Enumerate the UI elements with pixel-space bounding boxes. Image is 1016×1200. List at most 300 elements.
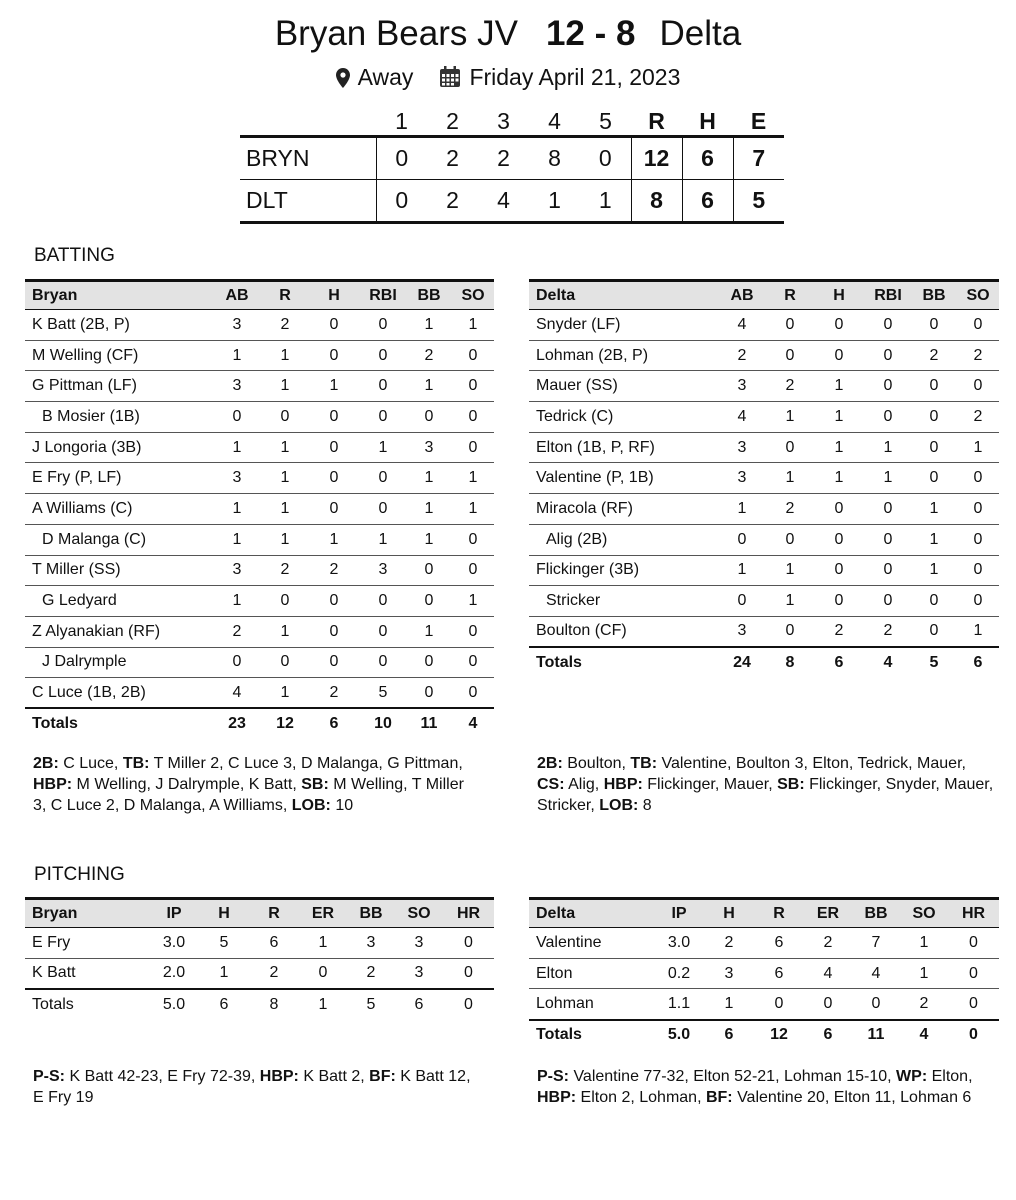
stat-cell: 2	[767, 494, 813, 525]
totals-label: Totals	[529, 1020, 654, 1051]
totals-row	[25, 708, 494, 739]
stat-cell: 5	[199, 928, 249, 959]
total-cell: 6	[704, 1020, 754, 1051]
stat-cell: 1	[911, 555, 957, 586]
totals-label: Totals	[25, 989, 149, 1020]
stat-cell: 0	[804, 989, 852, 1020]
stat-cell: 3	[717, 432, 767, 463]
note-value: Valentine 77-32, Elton 52-21, Lohman 15-10,	[569, 1068, 897, 1085]
stat-cell: 1	[262, 494, 308, 525]
stat-cell: 0	[813, 555, 865, 586]
stat-cell: 4	[852, 958, 900, 989]
stat-cell: 1	[262, 463, 308, 494]
stat-cell: 1	[813, 371, 865, 402]
stat-cell: 0	[406, 647, 452, 678]
stat-column-header: SO	[395, 899, 443, 928]
pitching-header-row	[529, 899, 999, 928]
total-cell: 6	[395, 989, 443, 1020]
inning-score: 0	[376, 180, 427, 223]
total-cell: 6	[199, 989, 249, 1020]
stat-cell: 2	[804, 928, 852, 959]
stat-cell: 0	[865, 555, 911, 586]
note-key: BF:	[369, 1068, 396, 1085]
total-cell: 6	[804, 1020, 852, 1051]
total-cell: 4	[452, 708, 494, 739]
inning-score: 0	[376, 137, 427, 180]
total-cell: 0	[443, 989, 494, 1020]
player-name: K Batt (2B, P)	[25, 310, 212, 341]
player-name: Valentine	[529, 928, 654, 959]
stat-cell: 1	[262, 678, 308, 709]
stat-cell: 0	[452, 402, 494, 433]
stat-column-header: SO	[452, 281, 494, 310]
stat-cell: 2	[900, 989, 948, 1020]
player-name: Miracola (RF)	[529, 494, 717, 525]
stat-cell: 1	[704, 989, 754, 1020]
game-date: Friday April 21, 2023	[469, 64, 681, 90]
player-name: Alig (2B)	[529, 524, 717, 555]
stat-cell: 1	[717, 555, 767, 586]
stat-cell: 0	[452, 340, 494, 371]
batter-row	[529, 555, 999, 586]
stat-cell: 4	[717, 310, 767, 341]
stat-cell: 0	[865, 402, 911, 433]
stat-cell: 0	[452, 371, 494, 402]
player-name: E Fry (P, LF)	[25, 463, 212, 494]
batting-section-title: BATTING	[34, 245, 115, 266]
stat-cell: 0	[813, 310, 865, 341]
stat-cell: 1	[865, 432, 911, 463]
stat-cell: 0	[452, 555, 494, 586]
stat-cell: 0	[452, 616, 494, 647]
inning-score: 8	[529, 137, 580, 180]
stat-cell: 0	[360, 340, 406, 371]
stat-cell: 1.1	[654, 989, 704, 1020]
stat-cell: 1	[212, 524, 262, 555]
note-value: Boulton,	[562, 755, 631, 772]
note-value: Elton,	[927, 1068, 973, 1085]
total-cell: 5	[911, 647, 957, 678]
stat-column-header: AB	[212, 281, 262, 310]
batter-row	[25, 402, 494, 433]
hits-total: 6	[682, 137, 733, 180]
player-name: Lohman (2B, P)	[529, 340, 717, 371]
player-name: C Luce (1B, 2B)	[25, 678, 212, 709]
stat-column-header: HR	[443, 899, 494, 928]
note-key: BF:	[705, 1089, 733, 1106]
batter-row	[529, 340, 999, 371]
inning-score: 4	[478, 180, 529, 223]
stat-cell: 3	[212, 555, 262, 586]
stat-cell: 0	[911, 371, 957, 402]
batter-row	[25, 340, 494, 371]
stat-cell: 3	[347, 928, 395, 959]
stat-cell: 6	[249, 928, 299, 959]
note-key: HBP:	[259, 1068, 299, 1085]
stat-cell: 3	[406, 432, 452, 463]
note-value: 8	[638, 797, 652, 814]
batter-row	[25, 463, 494, 494]
stat-column-header: SO	[900, 899, 948, 928]
final-score: 12 - 8	[545, 14, 636, 53]
stat-cell: 2	[347, 958, 395, 989]
inning-header: 2	[427, 108, 478, 137]
stat-cell: 0	[948, 958, 999, 989]
inning-header: 3	[478, 108, 529, 137]
stat-cell: 3	[704, 958, 754, 989]
stat-cell: 0	[308, 432, 360, 463]
stat-cell: 0	[308, 463, 360, 494]
note-key: 2B:	[33, 755, 59, 772]
stat-cell: 0.2	[654, 958, 704, 989]
total-cell: 8	[249, 989, 299, 1020]
stat-column-header: SO	[957, 281, 999, 310]
stat-cell: 0	[262, 402, 308, 433]
stat-cell: 1	[262, 371, 308, 402]
stat-cell: 3	[717, 616, 767, 647]
stat-cell: 0	[957, 586, 999, 617]
stat-cell: 0	[308, 647, 360, 678]
stat-cell: 3.0	[149, 928, 199, 959]
player-name: K Batt	[25, 958, 149, 989]
stat-cell: 0	[360, 371, 406, 402]
stat-column-header: R	[767, 281, 813, 310]
stat-cell: 0	[360, 494, 406, 525]
stat-cell: 0	[957, 494, 999, 525]
bryan-pitching-notes	[33, 1066, 478, 1108]
stat-cell: 1	[406, 463, 452, 494]
batter-row	[25, 524, 494, 555]
batter-row	[529, 586, 999, 617]
team-column-header: Delta	[529, 899, 654, 928]
stat-cell: 1	[360, 524, 406, 555]
hits-header: H	[682, 108, 733, 137]
totals-row	[529, 647, 999, 678]
team-abbr: BRYN	[240, 137, 376, 180]
stat-cell: 1	[308, 371, 360, 402]
bryan-pitching-table	[25, 897, 494, 1020]
inning-score: 1	[580, 180, 631, 223]
delta-batting-table	[529, 279, 999, 678]
total-cell: 12	[262, 708, 308, 739]
stat-cell: 2	[406, 340, 452, 371]
home-team-name: Bryan Bears JV	[274, 14, 518, 53]
stat-cell: 1	[957, 432, 999, 463]
stat-cell: 1	[452, 494, 494, 525]
stat-cell: 0	[754, 989, 804, 1020]
player-name: Mauer (SS)	[529, 371, 717, 402]
inning-score: 2	[478, 137, 529, 180]
game-location: Away	[357, 64, 414, 90]
inning-header: 4	[529, 108, 580, 137]
stat-cell: 3	[717, 371, 767, 402]
stat-cell: 1	[406, 616, 452, 647]
player-name: Flickinger (3B)	[529, 555, 717, 586]
stat-column-header: IP	[149, 899, 199, 928]
errors-total: 5	[733, 180, 784, 223]
inning-header: 1	[376, 108, 427, 137]
stat-column-header: ER	[804, 899, 852, 928]
note-value: 10	[330, 797, 354, 814]
batter-row	[529, 402, 999, 433]
totals-label: Totals	[529, 647, 717, 678]
pitching-header-row	[25, 899, 494, 928]
note-key: CS:	[537, 776, 565, 793]
stat-cell: 2	[957, 402, 999, 433]
stat-cell: 1	[911, 524, 957, 555]
stat-cell: 5	[360, 678, 406, 709]
player-name: J Longoria (3B)	[25, 432, 212, 463]
stat-cell: 0	[443, 958, 494, 989]
stat-cell: 0	[308, 586, 360, 617]
total-cell: 5.0	[654, 1020, 704, 1051]
stat-cell: 1	[406, 524, 452, 555]
note-key: LOB:	[599, 797, 639, 814]
stat-cell: 1	[406, 494, 452, 525]
stat-cell: 0	[957, 463, 999, 494]
inning-score: 2	[427, 180, 478, 223]
stat-cell: 4	[212, 678, 262, 709]
player-name: Elton (1B, P, RF)	[529, 432, 717, 463]
stat-cell: 3	[395, 928, 443, 959]
team-column-header: Bryan	[25, 899, 149, 928]
stat-column-header: AB	[717, 281, 767, 310]
stat-cell: 0	[262, 647, 308, 678]
stat-cell: 0	[299, 958, 347, 989]
stat-cell: 0	[360, 463, 406, 494]
stat-cell: 0	[911, 310, 957, 341]
stat-cell: 1	[212, 432, 262, 463]
player-name: J Dalrymple	[25, 647, 212, 678]
stat-cell: 2	[308, 678, 360, 709]
note-value: K Batt 42-23, E Fry 72-39,	[65, 1068, 260, 1085]
total-cell: 11	[852, 1020, 900, 1051]
stat-cell: 0	[308, 494, 360, 525]
stat-cell: 1	[212, 494, 262, 525]
stat-cell: 0	[212, 647, 262, 678]
stat-cell: 1	[452, 310, 494, 341]
stat-cell: 1	[900, 958, 948, 989]
note-key: SB:	[777, 776, 805, 793]
stat-column-header: RBI	[360, 281, 406, 310]
stat-cell: 1	[957, 616, 999, 647]
stat-cell: 0	[360, 647, 406, 678]
stat-cell: 0	[957, 555, 999, 586]
player-name: G Pittman (LF)	[25, 371, 212, 402]
player-name: Lohman	[529, 989, 654, 1020]
stat-cell: 0	[767, 524, 813, 555]
stat-cell: 0	[443, 928, 494, 959]
pitcher-row	[529, 989, 999, 1020]
stat-cell: 0	[911, 616, 957, 647]
stat-column-header: HR	[948, 899, 999, 928]
player-name: E Fry	[25, 928, 149, 959]
player-name: Valentine (P, 1B)	[529, 463, 717, 494]
runs-total: 8	[631, 180, 682, 223]
stat-cell: 0	[957, 524, 999, 555]
note-value: Alig,	[564, 776, 604, 793]
note-key: P-S:	[33, 1068, 65, 1085]
total-cell: 1	[299, 989, 347, 1020]
batter-row	[529, 310, 999, 341]
stat-cell: 0	[865, 371, 911, 402]
stat-cell: 0	[360, 616, 406, 647]
stat-cell: 0	[813, 494, 865, 525]
inning-score: 1	[529, 180, 580, 223]
stat-cell: 0	[865, 524, 911, 555]
stat-cell: 1	[406, 310, 452, 341]
total-cell: 0	[948, 1020, 999, 1051]
stat-cell: 3.0	[654, 928, 704, 959]
stat-cell: 0	[308, 310, 360, 341]
stat-cell: 6	[754, 928, 804, 959]
stat-cell: 1	[406, 371, 452, 402]
inning-score: 2	[427, 137, 478, 180]
stat-cell: 0	[452, 647, 494, 678]
stat-cell: 0	[308, 402, 360, 433]
game-header	[0, 14, 1016, 54]
stat-cell: 0	[452, 432, 494, 463]
stat-cell: 0	[948, 928, 999, 959]
stat-column-header: BB	[911, 281, 957, 310]
note-key: TB:	[122, 755, 150, 772]
stat-cell: 1	[360, 432, 406, 463]
runs-total: 12	[631, 137, 682, 180]
stat-cell: 1	[767, 463, 813, 494]
stat-cell: 0	[406, 402, 452, 433]
batter-row	[529, 494, 999, 525]
stat-column-header: H	[704, 899, 754, 928]
stat-cell: 0	[911, 463, 957, 494]
note-key: TB:	[630, 755, 658, 772]
stat-column-header: R	[262, 281, 308, 310]
totals-row	[25, 989, 494, 1020]
location-pin-icon	[336, 67, 350, 94]
note-value: K Batt 12, E Fry 19	[33, 1068, 471, 1106]
total-cell: 12	[754, 1020, 804, 1051]
note-value: Flickinger, Mauer,	[642, 776, 778, 793]
stat-cell: 0	[911, 432, 957, 463]
note-key: HBP:	[33, 776, 73, 793]
stat-cell: 0	[957, 310, 999, 341]
stat-cell: 1	[308, 524, 360, 555]
pitcher-row	[529, 928, 999, 959]
batter-row	[529, 616, 999, 647]
stat-cell: 0	[308, 340, 360, 371]
stat-cell: 2	[212, 616, 262, 647]
stat-cell: 1	[262, 616, 308, 647]
stat-column-header: H	[308, 281, 360, 310]
stat-cell: 2	[717, 340, 767, 371]
team-column-header: Delta	[529, 281, 717, 310]
hits-total: 6	[682, 180, 733, 223]
delta-pitching-table	[529, 897, 999, 1050]
stat-cell: 0	[452, 678, 494, 709]
note-value: Valentine, Boulton 3, Elton, Tedrick, Mauer,	[657, 755, 966, 772]
total-cell: 8	[767, 647, 813, 678]
player-name: Snyder (LF)	[529, 310, 717, 341]
pitcher-row	[529, 958, 999, 989]
stat-cell: 3	[212, 463, 262, 494]
stat-cell: 3	[395, 958, 443, 989]
stat-column-header: H	[813, 281, 865, 310]
stat-cell: 1	[900, 928, 948, 959]
stat-column-header: IP	[654, 899, 704, 928]
total-cell: 23	[212, 708, 262, 739]
stat-cell: 0	[767, 310, 813, 341]
stat-cell: 0	[212, 402, 262, 433]
stat-cell: 2	[767, 371, 813, 402]
stat-cell: 6	[754, 958, 804, 989]
stat-cell: 0	[911, 402, 957, 433]
stat-cell: 0	[767, 340, 813, 371]
batting-header-row	[25, 281, 494, 310]
stat-column-header: R	[754, 899, 804, 928]
delta-batting-notes	[537, 753, 997, 816]
batter-row	[25, 371, 494, 402]
note-value: C Luce,	[58, 755, 123, 772]
stat-cell: 0	[865, 494, 911, 525]
player-name: Elton	[529, 958, 654, 989]
stat-cell: 1	[767, 586, 813, 617]
stat-cell: 2	[911, 340, 957, 371]
pitching-section-title: PITCHING	[34, 864, 125, 885]
stat-cell: 2	[704, 928, 754, 959]
team-column-header: Bryan	[25, 281, 212, 310]
stat-cell: 1	[813, 402, 865, 433]
note-value: Valentine 20, Elton 11, Lohman 6	[732, 1089, 972, 1106]
stat-cell: 0	[813, 340, 865, 371]
stat-cell: 2	[308, 555, 360, 586]
stat-cell: 0	[262, 586, 308, 617]
total-cell: 10	[360, 708, 406, 739]
stat-column-header: BB	[852, 899, 900, 928]
player-name: Stricker	[529, 586, 717, 617]
totals-label: Totals	[25, 708, 212, 739]
linescore-table	[240, 108, 784, 224]
player-name: G Ledyard	[25, 586, 212, 617]
errors-total: 7	[733, 137, 784, 180]
total-cell: 5	[347, 989, 395, 1020]
note-value: M Welling, J Dalrymple, K Batt,	[72, 776, 302, 793]
stat-cell: 3	[212, 310, 262, 341]
batting-header-row	[529, 281, 999, 310]
stat-column-header: BB	[347, 899, 395, 928]
stat-cell: 1	[813, 463, 865, 494]
batter-row	[25, 432, 494, 463]
note-value: K Batt 2,	[298, 1068, 370, 1085]
note-key: P-S:	[537, 1068, 569, 1085]
total-cell: 6	[957, 647, 999, 678]
stat-column-header: BB	[406, 281, 452, 310]
stat-cell: 3	[212, 371, 262, 402]
total-cell: 11	[406, 708, 452, 739]
stat-cell: 2	[249, 958, 299, 989]
stat-cell: 0	[865, 586, 911, 617]
inning-header: 5	[580, 108, 631, 137]
note-key: WP:	[896, 1068, 928, 1085]
note-key: SB:	[301, 776, 329, 793]
stat-cell: 2	[262, 555, 308, 586]
stat-cell: 0	[865, 310, 911, 341]
stat-cell: 1	[262, 340, 308, 371]
batter-row	[529, 432, 999, 463]
stat-cell: 0	[452, 524, 494, 555]
total-cell: 6	[308, 708, 360, 739]
batter-row	[25, 555, 494, 586]
errors-header: E	[733, 108, 784, 137]
stat-cell: 0	[406, 678, 452, 709]
